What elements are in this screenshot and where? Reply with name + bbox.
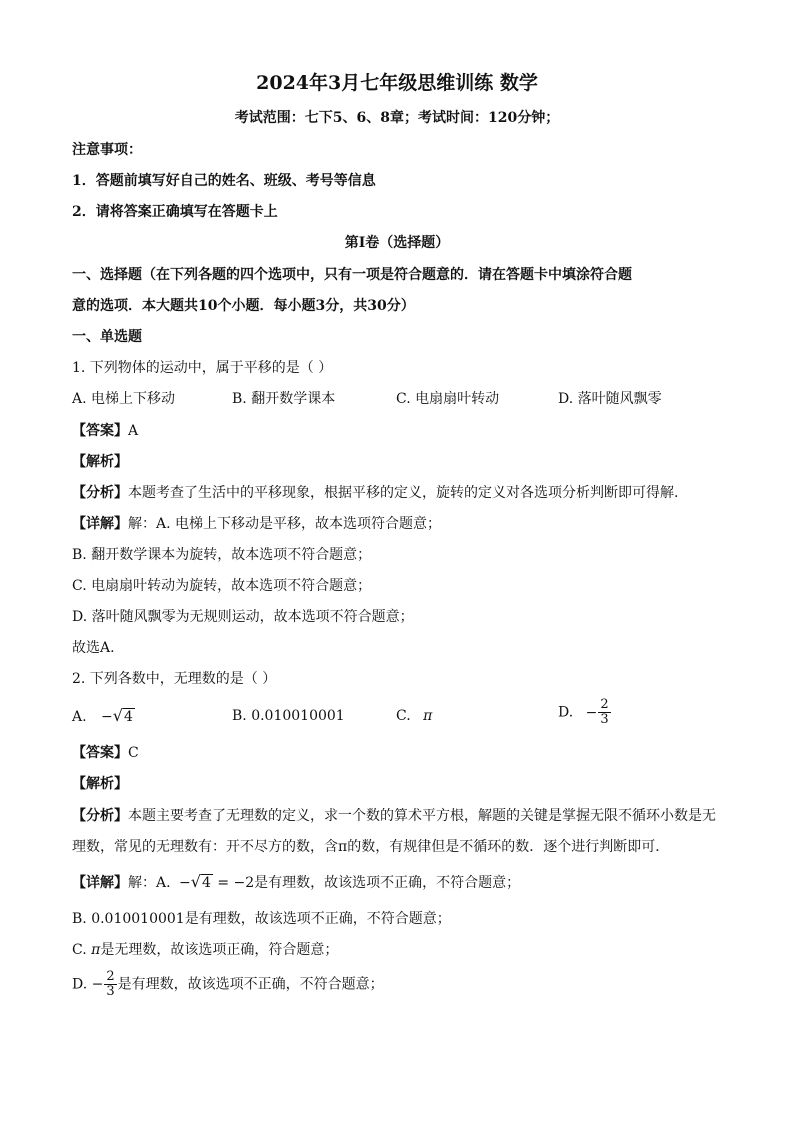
answer-value: A xyxy=(128,423,139,439)
q2-analysis-tag: 【解析】 xyxy=(72,776,128,792)
q1-conclusion: 故选A. xyxy=(72,640,115,656)
single-choice-heading: 一、单选题 xyxy=(72,329,142,345)
q1-explain-c: C. 电扇扇叶转动为旋转，故本选项不符合题意； xyxy=(72,578,372,594)
q2-explain-d xyxy=(72,970,384,999)
exam-scope: 考试范围：七下5、6、8章；考试时间：120分钟； xyxy=(234,110,560,126)
q2-answer xyxy=(72,743,139,763)
q2-explain-c xyxy=(72,940,338,960)
q2-option-a xyxy=(72,706,135,727)
q1-option-a: A. 电梯上下移动 xyxy=(72,391,176,407)
q2-option-d xyxy=(558,698,612,727)
option-label: A. xyxy=(72,709,87,725)
q2-option-b: B. 0.010010001 xyxy=(232,708,345,724)
radical-sign-icon: √ xyxy=(190,872,201,891)
sqrt-expression xyxy=(191,872,213,893)
q2-fenxi-line1 xyxy=(72,806,716,826)
notice-item-1: 1．答题前填写好自己的姓名、班级、考号等信息 xyxy=(72,173,376,189)
fraction xyxy=(598,698,610,727)
q1-stem: 1. 下列物体的运动中，属于平移的是（ ） xyxy=(72,360,333,376)
q1-explain-b: B. 翻开数学课本为旋转，故本选项不符合题意； xyxy=(72,547,372,563)
q1-option-c: C. 电扇扇叶转动 xyxy=(396,391,500,407)
q1-fenxi xyxy=(72,483,678,503)
explain-text: 是有理数，故该选项不正确，不符合题意； xyxy=(117,976,384,993)
option-label: D. xyxy=(558,704,574,721)
q1-analysis-tag: 【解析】 xyxy=(72,454,128,470)
equation-result: = −2 xyxy=(217,875,255,891)
q2-option-c xyxy=(396,706,432,726)
fenxi-text: 本题主要考查了无理数的定义，求一个数的算术平方根，解题的关键是掌握无限不循环小数是无 xyxy=(128,808,716,824)
notice-item-2: 2．请将答案正确填写在答题卡上 xyxy=(72,204,278,220)
q1-xiangjie xyxy=(72,514,441,534)
minus-sign: − xyxy=(585,704,598,721)
sqrt-expression xyxy=(113,706,135,727)
minus-sign: − xyxy=(101,709,113,725)
q2-stem: 2. 下列各数中，无理数的是（ ） xyxy=(72,671,277,687)
q2-fenxi-line2: 理数，常见的无理数有：开不尽方的数，含π的数，有规律但是不循环的数．逐个进行判断即可． xyxy=(72,839,670,855)
radical-sign-icon: √ xyxy=(112,706,123,725)
xiangjie-tag: 【详解】 xyxy=(72,516,128,532)
part1-instruction-line2: 意的选项．本大题共10个小题．每小题3分，共30分） xyxy=(72,298,415,314)
fenxi-tag: 【分析】 xyxy=(72,485,128,501)
q2-xiangjie xyxy=(72,872,520,893)
numerator: 2 xyxy=(600,697,609,712)
xiangjie-text: 解：A. 电梯上下移动是平移，故本选项符合题意； xyxy=(128,516,442,532)
q2-explain-b: B. 0.010010001是有理数，故该选项不正确，不符合题意； xyxy=(72,911,451,927)
fraction xyxy=(104,970,116,999)
denominator: 3 xyxy=(106,984,115,999)
minus-sign: − xyxy=(91,976,104,993)
option-label: C. xyxy=(396,708,411,724)
explain-label: C. xyxy=(72,942,87,958)
minus-sign: − xyxy=(179,875,191,891)
q1-option-b: B. 翻开数学课本 xyxy=(232,391,336,407)
denominator: 3 xyxy=(600,712,609,727)
notice-heading: 注意事项： xyxy=(72,142,142,158)
q1-answer xyxy=(72,421,138,441)
numerator: 2 xyxy=(106,969,115,984)
fenxi-tag: 【分析】 xyxy=(72,808,128,824)
radicand: 4 xyxy=(201,875,211,891)
volume-title: 第Ⅰ卷（选择题） xyxy=(344,235,450,251)
xiangjie-tag: 【详解】 xyxy=(72,875,128,891)
q1-option-d: D. 落叶随风飘零 xyxy=(558,391,662,407)
answer-tag: 【答案】 xyxy=(72,423,128,439)
radicand: 4 xyxy=(123,709,133,725)
fenxi-text: 本题考查了生活中的平移现象，根据平移的定义，旋转的定义对各选项分析判断即可得解. xyxy=(128,485,679,501)
xiangjie-suffix: 是有理数，故该选项不正确，不符合题意； xyxy=(254,875,521,891)
pi-symbol: π xyxy=(423,708,433,724)
part1-instruction-line1: 一、选择题（在下列各题的四个选项中，只有一项是符合题意的．请在答题卡中填涂符合题 xyxy=(72,267,632,283)
q1-explain-d: D. 落叶随风飘零为无规则运动，故本选项不符合题意； xyxy=(72,609,414,625)
answer-value: C xyxy=(128,745,139,761)
answer-tag: 【答案】 xyxy=(72,745,128,761)
xiangjie-prefix: 解：A. xyxy=(128,875,171,891)
page-title: 2024年3月七年级思维训练 数学 xyxy=(256,72,538,94)
explain-text: 是无理数，故该选项正确，符合题意； xyxy=(100,942,339,958)
explain-label: D. xyxy=(72,976,88,993)
pi-symbol: π xyxy=(91,942,101,958)
